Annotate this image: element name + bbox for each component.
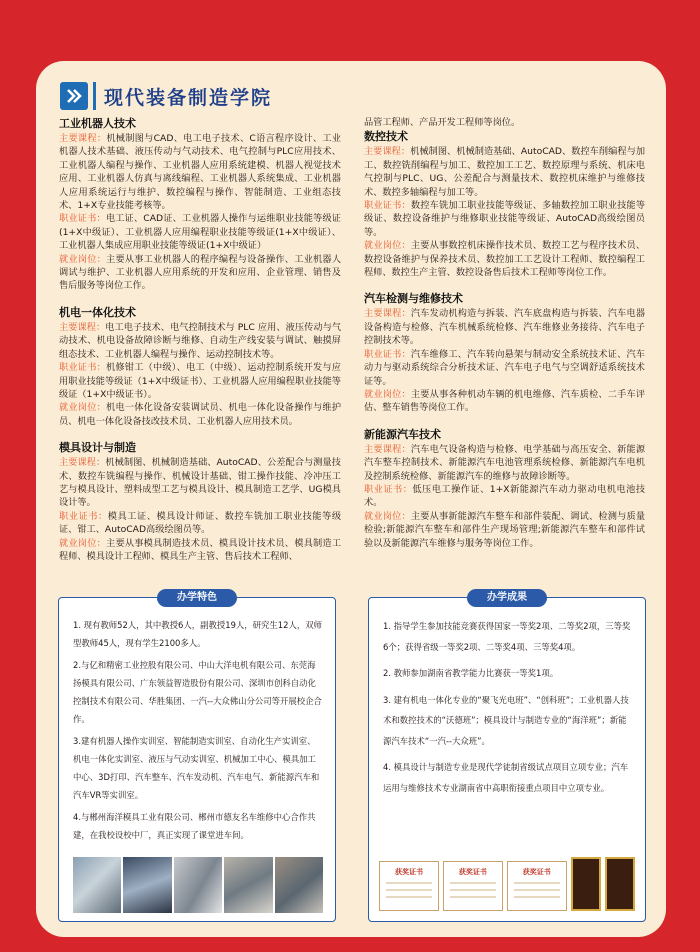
- row-key: 就业岗位：: [364, 388, 411, 400]
- row-key: 职业证书：: [364, 348, 411, 360]
- program-row: [364, 348, 645, 388]
- list-item: 1. 指导学生参加技能竞赛获得国家一等奖2项、二等奖2项，三等奖6个；获得省级一等奖2项、二等奖4项、三等奖4项。: [383, 621, 631, 652]
- row-key: 就业岗位：: [59, 537, 107, 549]
- list-item: 4. 模具设计与制造专业是现代学徒制省级试点项目立项专业；汽车运用与维修技术专业湖南省中高职衔接重点项目中立项专业。: [383, 762, 629, 793]
- row-text: 低压电工操作证、1+X新能源汽车动力驱动电机电池技术。: [364, 483, 646, 509]
- row-key: 职业证书：: [364, 483, 413, 495]
- photo-workshop-5: [275, 857, 323, 913]
- certificate-3: 获奖证书: [507, 861, 567, 911]
- program-row: [364, 388, 645, 415]
- row-text: 主要从事模具制造技术员、模具设计技术员、模具制造工程师、模具设计工程师、模具生产主管、售后技术工程师、: [59, 537, 342, 562]
- row-key: 就业岗位：: [364, 510, 411, 522]
- row-key: 主要课程：: [364, 308, 411, 320]
- double-chevron-icon: [60, 82, 88, 110]
- program-row: [364, 145, 645, 199]
- features-panel: [58, 592, 336, 922]
- list-item: 3. 建有机电一体化专业的“聚飞光电班”、“创科班”；工业机器人技术和数控技术的“沃德班”；模具设计与制造专业的“海洋班”；新能源汽车技术“一汽--大众班”。: [383, 694, 629, 746]
- program-row: [364, 483, 645, 510]
- training-photos: [73, 857, 323, 913]
- row-key: 职业证书：: [59, 510, 108, 522]
- row-text: 主要从事数控机床操作技术员、数控工艺与程序技术员、数控设备维护与保养技术员、数控加工工艺设计工程师、数控编程工程师、数控生产主管、数控设备售后技术工程师等岗位工作。: [364, 240, 646, 279]
- photo-workshop-4: [224, 857, 272, 913]
- award-certificates: [379, 859, 635, 911]
- photo-workshop-2: [123, 857, 171, 913]
- award-plaque-2: [605, 857, 635, 911]
- certificate-2: 获奖证书: [443, 861, 503, 911]
- row-text: 主要从事新能源汽车整车和部件装配、调试、检测与质量检验;新能源汽车整车和部件生产现场管理;新能源汽车整车和部件试验以及新能源汽车维修与服务等岗位工作。: [364, 510, 646, 549]
- program-section: [364, 291, 645, 414]
- program-row: [364, 239, 645, 279]
- content-card: [36, 61, 666, 937]
- row-text: 主要从事各种机动车辆的机电维修、汽车质检、二手车评估、整车销售等岗位工作。: [364, 388, 646, 414]
- program-row: [59, 212, 341, 252]
- row-text: 机电一体化设备安装调试员、机电一体化设备操作与维护员、机电一体化设备技改技术员、工业机器人应用技术员。: [59, 402, 342, 427]
- row-key: 主要课程：: [364, 443, 411, 455]
- program-row: [59, 253, 341, 293]
- program-title: 工业机器人技术: [59, 117, 136, 130]
- program-section: [59, 440, 341, 563]
- program-title: 汽车检测与维修技术: [364, 292, 463, 306]
- program-row: [364, 199, 645, 239]
- program-row: [59, 401, 341, 428]
- program-section: [59, 305, 341, 428]
- program-row: [364, 307, 645, 347]
- list-item: 2. 教师参加湖南省教学能力比赛获一等奖1项。: [383, 668, 559, 678]
- program-section: [364, 129, 645, 279]
- features-panel-title: 办学特色: [157, 589, 237, 607]
- award-plaque-1: [571, 857, 601, 911]
- row-text: 模具工证、模具设计师证、数控车铣加工职业技能等级证、钳工、AutoCAD高级绘图员等。: [59, 510, 342, 536]
- row-key: 主要课程：: [59, 133, 107, 144]
- program-row: [59, 510, 341, 537]
- photo-workshop-1: [73, 857, 121, 913]
- list-item: 4.与郴州海洋模具工业有限公司、郴州市德友名车维修中心合作共建，在我校设校中厂，真正实现了课堂进车间。: [73, 812, 316, 840]
- right-column: [364, 116, 645, 562]
- row-key: 主要课程：: [59, 457, 106, 469]
- program-section: [59, 116, 341, 293]
- program-title: 模具设计与制造: [59, 441, 136, 455]
- program-row: [364, 443, 645, 483]
- row-key: 主要课程：: [364, 146, 411, 158]
- program-row: [59, 132, 341, 212]
- row-key: 就业岗位：: [59, 253, 107, 265]
- row-text: 数控车铣加工职业技能等级证、多轴数控加工职业技能等级证、数控设备维护与维修职业技能等级证、AutoCAD高级绘图员等。: [364, 200, 646, 238]
- row-text: 主要从事工业机器人的程序编程与设备操作、工业机器人调试与维护、工业机器人应用系统的开发和应用、企业管理、销售及售后服务等岗位工作。: [59, 253, 342, 292]
- results-list: [383, 616, 633, 804]
- row-text: 汽车电气设备构造与检修、电学基础与高压安全、新能源汽车整车控制技术、新能源汽车电池管理系统检修、新能源汽车电机及控制系统检修、新能源汽车的维修与故障诊断等。: [364, 443, 646, 482]
- program-row: [59, 456, 341, 510]
- row-text: 电工电子技术、电气控制技术与 PLC 应用、液压传动与气动技术、机电设备故障诊断与维修、自动生产线安装与调试、触摸屏组态技术、工业机器人编程与操作、运动控制技术等。: [59, 321, 342, 360]
- row-text: 汽车发动机构造与拆装、汽车底盘构造与拆装、汽车电器设备构造与检修、汽车机械系统检修、汽车维修业务接待、汽车电子控制技术等。: [364, 308, 646, 347]
- certificate-1: 获奖证书: [379, 861, 439, 911]
- row-key: 职业证书：: [59, 213, 106, 225]
- program-section: [364, 427, 645, 550]
- results-panel: [368, 592, 646, 922]
- program-row: [59, 361, 341, 401]
- program-title: 机电一体化技术: [59, 305, 136, 319]
- program-row: [364, 510, 645, 550]
- list-item: 3.建有机器人操作实训室、智能制造实训室、自动化生产实训室、机电一体化实训室、液压与气动实训室、机械加工中心、模具加工中心、3D打印、汽车整车、汽车发动机、汽车电气、新能源汽车和汽车VR等实训室。: [73, 736, 320, 800]
- list-item: 2.与亿和精密工业控股有限公司、中山大洋电机有限公司、东莞海扬模具有限公司、广东领益智造股份有限公司、深圳市创科自动化控制技术有限公司、华胜集团、一汽--大众佛山分公司等开展校企合作。: [73, 660, 322, 724]
- row-text: 机械制图与CAD、电工电子技术、C语言程序设计、工业机器人技术基础、液压传动与气动技术、电气控制与PLC应用技术、工业机器人编程与操作、工业机器人应用系统建模、机器人视觉技术应用、工业机器人仿真与离线编程、工业机器人系统集成、工业机器人应用系统运行与维护、数控编程与操作、智能制造、工业组态技术、1+X专业技能考核等。: [59, 133, 341, 212]
- row-key: 就业岗位：: [59, 402, 107, 414]
- header-divider: [93, 82, 96, 110]
- row-text: 机械制图、机械制造基础、AutoCAD、数控车削编程与加工、数控铣削编程与加工、数控加工工艺、数控原理与系统、机床电气控制与PLC、UG、公差配合与测量技术、数控机床维护与维修技术、数控多轴编程与加工等。: [364, 146, 646, 198]
- row-text: 机修钳工（中级）、电工（中级）、运动控制系统开发与应用职业技能等级证（1+X中级证书）、工业机器人应用编程职业技能等级证（1+X中级证书）。: [59, 362, 341, 400]
- right-lead-text: 品管工程师、产品开发工程师等岗位。: [364, 117, 521, 128]
- row-key: 职业证书：: [364, 200, 411, 212]
- row-text: 汽车维修工、汽车转向悬架与制动安全系统技术证、汽车动力与驱动系统综合分析技术证、汽车电子电气与空调舒适系统技术证等。: [364, 348, 646, 387]
- row-key: 职业证书：: [59, 362, 106, 374]
- program-title: 数控技术: [364, 130, 408, 144]
- row-text: 机械制图、机械制造基础、AutoCAD、公差配合与测量技术、数控车铣编程与操作、机械设计基础、钳工操作技能、冷冲压工艺与模具设计、塑料成型工艺与模具设计、模具制造工艺学、UG模具设计等。: [59, 457, 341, 509]
- features-list: [73, 616, 323, 848]
- row-text: 电工证、CAD证、工业机器人操作与运维职业技能等级证(1+X中级证）、工业机器人应用编程职业技能等级证(1+X中级证）、工业机器人集成应用职业技能等级证(1+X中级证）: [59, 213, 341, 252]
- program-row: [59, 321, 341, 361]
- program-row: [59, 537, 341, 564]
- program-title: 新能源汽车技术: [364, 427, 441, 441]
- left-column: [59, 116, 341, 575]
- photo-workshop-3: [174, 857, 222, 913]
- page-title: 现代装备制造学院: [104, 86, 273, 109]
- list-item: 1. 现有教师52人，其中教授6人，副教授19人，研究生12人，双师型教师45人，现有学生2100多人。: [73, 620, 322, 648]
- row-key: 主要课程：: [59, 321, 106, 333]
- row-key: 就业岗位：: [364, 240, 411, 252]
- college-header: [60, 79, 272, 113]
- results-panel-title: 办学成果: [467, 589, 547, 607]
